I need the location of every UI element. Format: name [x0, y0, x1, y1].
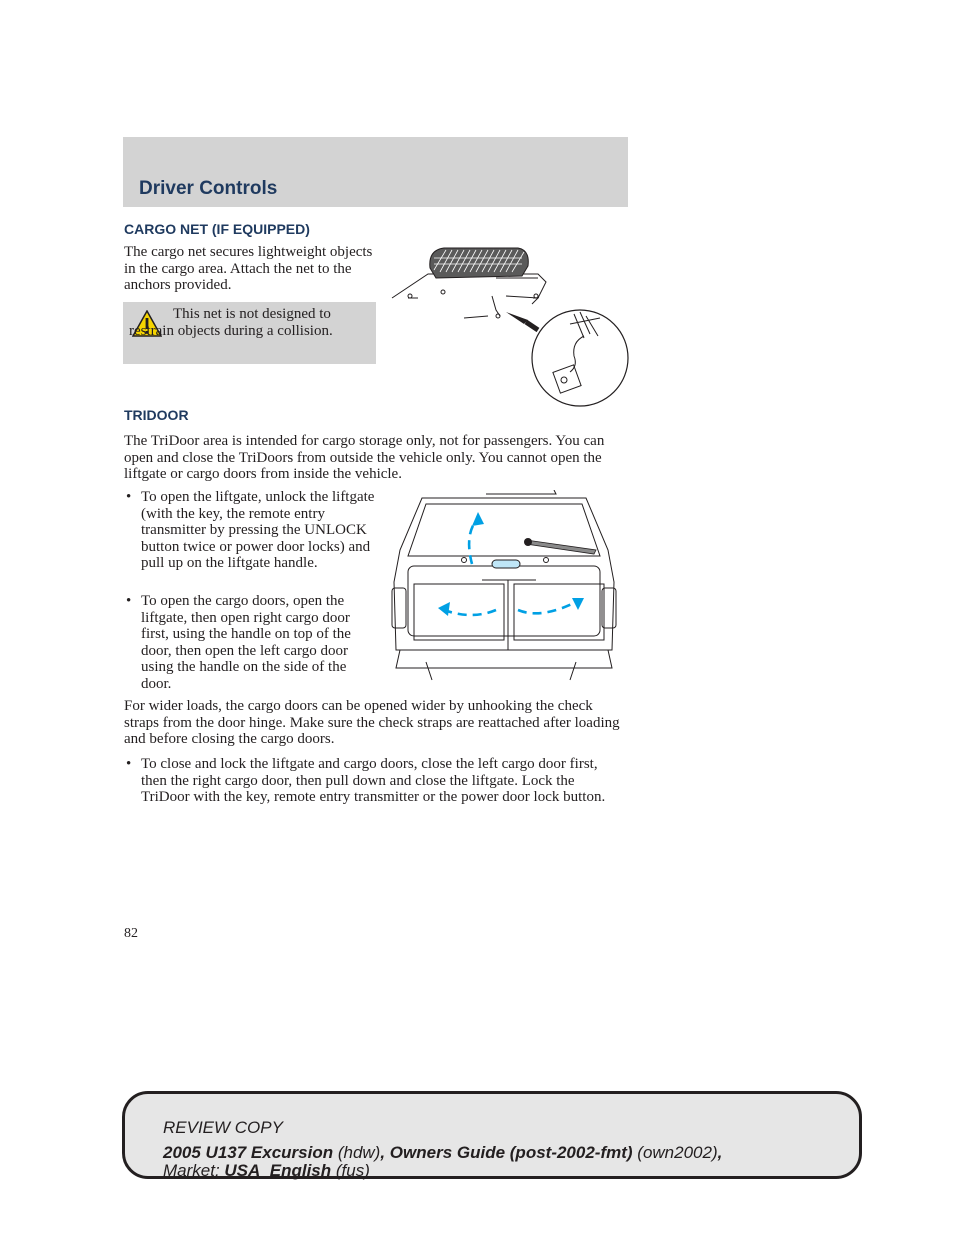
- left-door-arrow: [444, 610, 496, 615]
- footer-box: [122, 1091, 862, 1179]
- footer-market-code: (fus): [331, 1161, 370, 1180]
- rear-wiper: [524, 538, 596, 554]
- tridoor-illustration: [386, 490, 622, 682]
- footer-market: USA_English: [224, 1161, 332, 1180]
- bullet-open-liftgate: • To open the liftgate, unlock the liftgate (with the key, the remote entry transmitter by pressing the UNLOCK button twice or power door locks) and pull up on the liftgate handle.: [124, 489, 376, 572]
- cargo-net-body: The cargo net secures lightweight objects in the cargo area. Attach the net to the anchors provided.: [124, 244, 373, 294]
- right-door-arrow: [518, 600, 580, 613]
- footer-model-code: (hdw): [333, 1143, 381, 1162]
- wider-loads-text: For wider loads, the cargo doors can be opened wider by unhooking the check straps from the door hinge. Make sure the check straps are reattached after loading and before closing the cargo doors.: [124, 698, 620, 748]
- page-number: 82: [124, 926, 138, 941]
- cargo-net-illustration: [388, 238, 632, 408]
- liftgate-handle: [492, 560, 520, 568]
- footer-model: 2005 U137 Excursion: [163, 1143, 334, 1162]
- warning-box: [123, 302, 376, 364]
- footer-review-copy: REVIEW COPY: [163, 1118, 283, 1137]
- footer-market-line: [163, 1161, 370, 1181]
- section-title: Driver Controls: [139, 178, 278, 199]
- bullet-open-cargo-doors: • To open the cargo doors, open the liftgate, then open right cargo door first, using the handle on top of the door, then open the left cargo door using the handle on the side of the door.: [124, 593, 376, 693]
- footer-market-label: Market:: [163, 1161, 225, 1180]
- footer-guide: Owners Guide (post-2002-fmt): [389, 1143, 633, 1162]
- footer-guide-sep: ,: [380, 1143, 390, 1162]
- footer-guide-code: (own2002): [632, 1143, 718, 1162]
- footer-trail: ,: [717, 1143, 723, 1162]
- cargo-net-heading: CARGO NET (IF EQUIPPED): [124, 221, 310, 237]
- tridoor-intro: The TriDoor area is intended for cargo storage only, not for passengers. You can open and close the TriDoors from outside the vehicle only. You cannot open the liftgate or cargo doors from inside the vehicle.: [124, 433, 605, 483]
- tridoor-heading: TRIDOOR: [124, 407, 189, 423]
- bullet-close-lock: • To close and lock the liftgate and cargo doors, close the left cargo door first, then the right cargo door, then pull down and close the liftgate. Lock the TriDoor with the key, remote entry transmitter or the power door lock button.: [124, 756, 622, 806]
- footer-model-line: [163, 1143, 722, 1163]
- warning-text: This net is not designed to restrain objects during a collision.: [129, 306, 333, 339]
